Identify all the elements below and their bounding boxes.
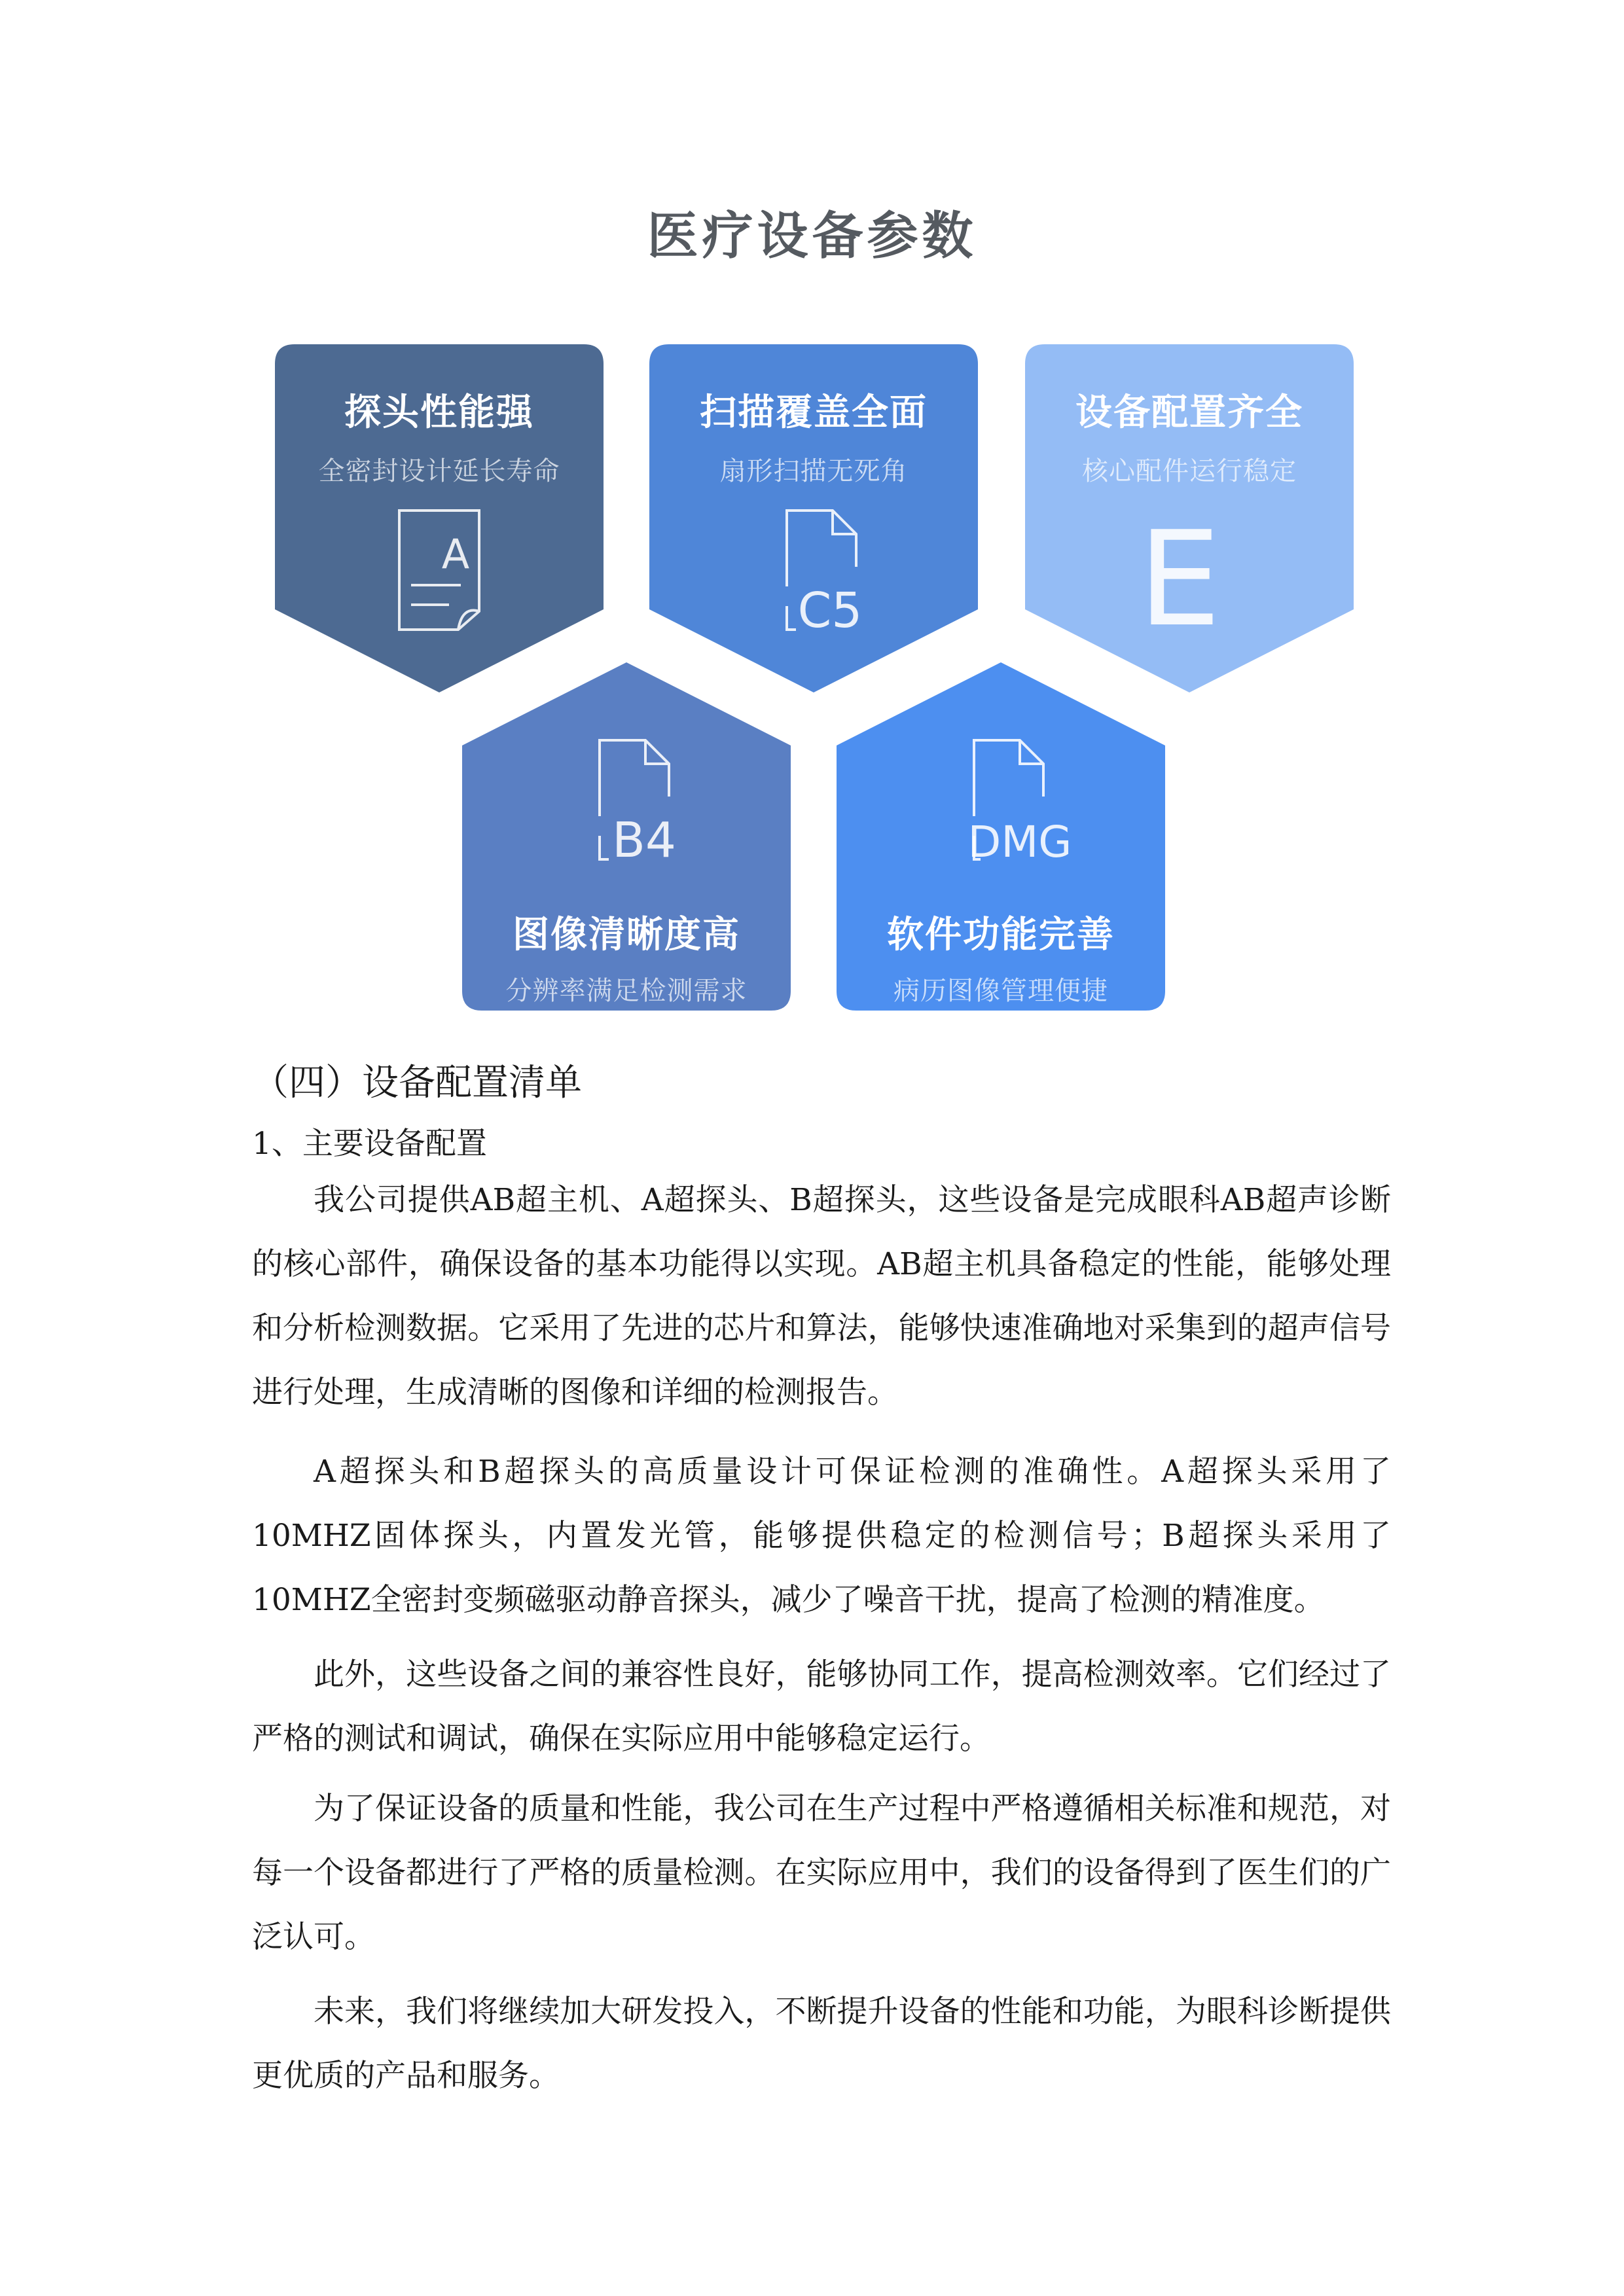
file-icon: [580, 738, 676, 869]
card-title: 设备配置齐全: [1075, 391, 1303, 434]
document-icon: [397, 508, 482, 632]
card-subtitle: 分辨率满足检测需求: [505, 976, 748, 1006]
feature-card-image: [462, 662, 791, 1011]
paragraph: 未来，我们将继续加大研发投入，不断提升设备的性能和功能，为眼科诊断提供更优质的产品和服务。: [252, 1994, 1391, 2094]
letter-icon: [1138, 503, 1232, 656]
svg-text:B4: B4: [612, 812, 676, 869]
feature-card-probe: [275, 344, 604, 692]
svg-text:E: E: [1138, 503, 1221, 656]
card-title: 软件功能完善: [887, 914, 1115, 956]
paragraph: 为了保证设备的质量和性能，我公司在生产过程中严格遵循相关标准和规范，对每一个设备都进行了严格的质量检测。在实际应用中，我们的设备得到了医生们的广泛认可。: [252, 1791, 1391, 1955]
card-subtitle: 扇形扫描无死角: [719, 456, 908, 486]
card-subtitle: 核心配件运行稳定: [1082, 456, 1297, 486]
paragraph: A超探头和B超探头的高质量设计可保证检测的准确性。A超探头采用了10MHZ固体探头，内置发光管，能够提供稳定的检测信号；B超探头采用了10MHZ全密封变频磁驱动静音探头，减少了噪音干扰，提高了检测的精准度。: [252, 1454, 1391, 1618]
feature-card-software: [837, 662, 1165, 1011]
feature-card-scan: [649, 344, 978, 692]
card-title: 探头性能强: [344, 391, 534, 434]
section-heading: （四）设备配置清单: [252, 1062, 582, 1104]
card-title: 图像清晰度高: [513, 914, 740, 956]
file-icon: [945, 738, 1072, 867]
feature-card-config: [1025, 344, 1354, 692]
card-title: 扫描覆盖全面: [700, 391, 928, 434]
svg-text:C5: C5: [797, 583, 863, 639]
file-icon: [767, 508, 863, 639]
paragraph: 此外，这些设备之间的兼容性良好，能够协同工作，提高检测效率。它们经过了严格的测试和调试，确保在实际应用中能够稳定运行。: [252, 1657, 1391, 1757]
subsection-heading: 1、主要设备配置: [252, 1126, 487, 1162]
card-subtitle: 病历图像管理便捷: [893, 976, 1108, 1006]
figure-title: 医疗设备参数: [647, 207, 977, 266]
svg-text:DMG: DMG: [967, 817, 1072, 867]
paragraph: 我公司提供AB超主机、A超探头、B超探头，这些设备是完成眼科AB超声诊断的核心部件，确保设备的基本功能得以实现。AB超主机具备稳定的性能，能够处理和分析检测数据。它采用了先进的芯片和算法，能够快速准确地对采集到的超声信号进行处理，生成清晰的图像和详细的检测报告。: [252, 1182, 1391, 1410]
card-subtitle: 全密封设计延长寿命: [318, 456, 560, 486]
svg-text:A: A: [441, 530, 470, 578]
